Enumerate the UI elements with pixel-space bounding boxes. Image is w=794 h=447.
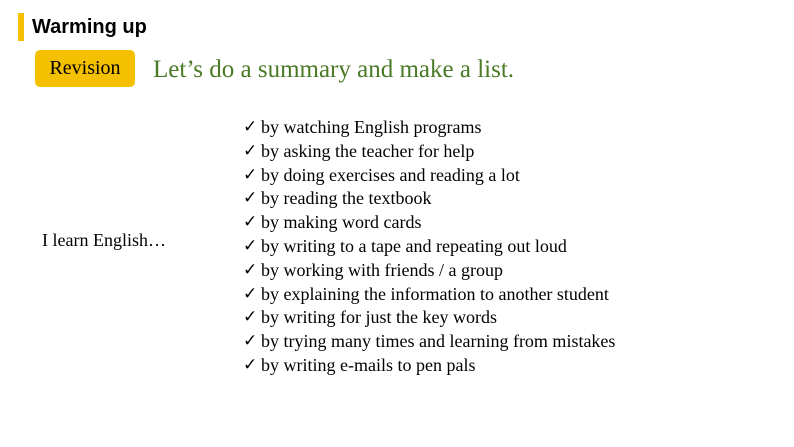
list-item <box>243 140 615 164</box>
list-item <box>243 354 615 378</box>
check-icon: ✓ <box>243 331 258 352</box>
sentence-stem: I learn English… <box>42 230 166 250</box>
list-item-text: by trying many times and learning from mistakes <box>261 331 616 352</box>
list-item <box>243 306 615 330</box>
check-icon: ✓ <box>243 164 258 185</box>
list-item <box>243 283 615 307</box>
list-item-text: by doing exercises and reading a lot <box>261 164 520 185</box>
revision-tag: Revision <box>35 50 135 87</box>
list-item <box>243 116 615 140</box>
list-item-text: by asking the teacher for help <box>261 140 475 161</box>
list-item-text: by making word cards <box>261 212 422 233</box>
section-title: Warming up <box>32 16 147 38</box>
check-icon: ✓ <box>243 212 258 233</box>
list-item-text: by watching English programs <box>261 117 482 137</box>
check-icon: ✓ <box>243 188 258 209</box>
instruction-text: Let’s do a summary and make a list. <box>153 56 515 83</box>
check-icon: ✓ <box>243 117 258 137</box>
list-item-text: by writing e-mails to pen pals <box>261 354 476 375</box>
check-icon: ✓ <box>243 283 258 304</box>
list-item <box>243 187 615 211</box>
list-item <box>243 211 615 235</box>
list-item-text: by reading the textbook <box>261 188 432 209</box>
check-icon: ✓ <box>243 235 258 256</box>
list-item <box>243 235 615 259</box>
list-item-text: by writing to a tape and repeating out loud <box>261 235 567 256</box>
ways-list <box>243 116 615 378</box>
list-item-text: by writing for just the key words <box>261 307 497 328</box>
header-accent-bar <box>18 13 24 41</box>
list-item-text: by explaining the information to another student <box>261 283 609 304</box>
check-icon: ✓ <box>243 354 258 375</box>
list-item <box>243 330 615 354</box>
list-item-text: by working with friends / a group <box>261 259 503 280</box>
list-item <box>243 259 615 283</box>
check-icon: ✓ <box>243 140 258 161</box>
list-item <box>243 164 615 188</box>
check-icon: ✓ <box>243 307 258 328</box>
check-icon: ✓ <box>243 259 258 280</box>
